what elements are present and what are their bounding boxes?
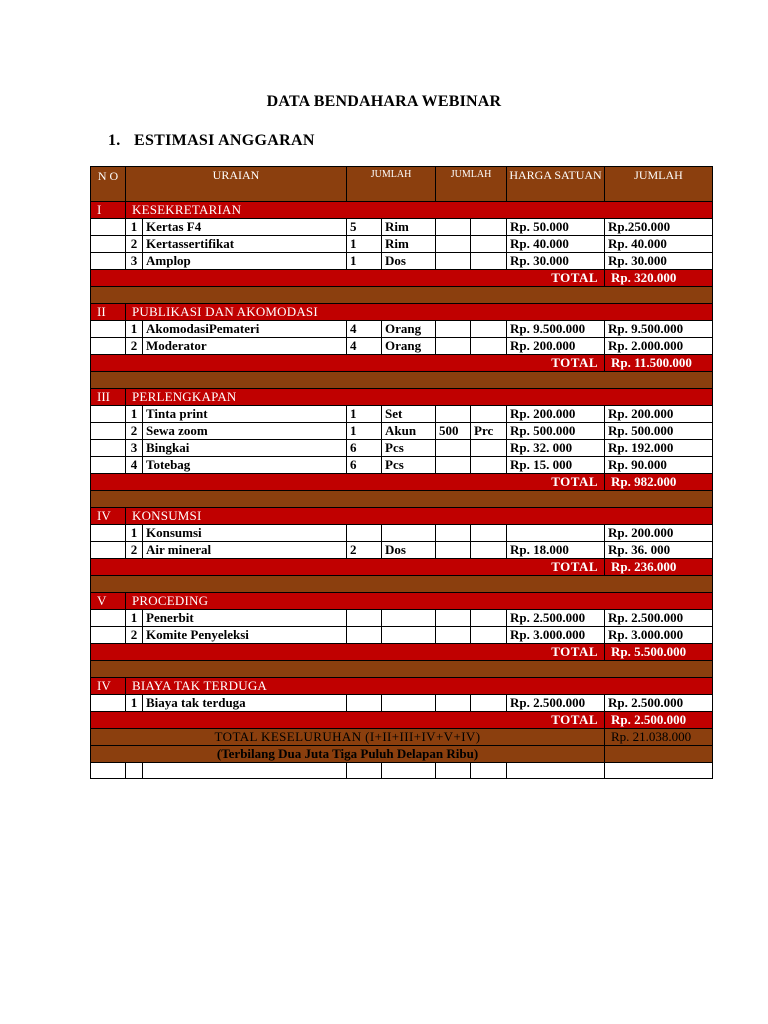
header-jumlah-2: JUMLAH xyxy=(436,167,507,202)
item-description: Air mineral xyxy=(143,542,347,559)
item-number: 2 xyxy=(126,338,143,355)
item-unit-price: Rp. 200.000 xyxy=(507,406,605,423)
item-unit-price: Rp. 40.000 xyxy=(507,236,605,253)
item-total: Rp. 192.000 xyxy=(605,440,713,457)
item-quantity-2 xyxy=(436,610,471,627)
grand-total-row xyxy=(91,729,713,746)
category-total-row xyxy=(91,559,713,576)
table-row xyxy=(91,253,713,270)
section-heading xyxy=(108,132,315,150)
category-row xyxy=(91,389,713,406)
item-quantity-2 xyxy=(436,525,471,542)
category-separator-row xyxy=(91,372,713,389)
header-jumlah-1: JUMLAH xyxy=(347,167,436,202)
separator-cell xyxy=(91,576,713,593)
item-blank-cell xyxy=(91,627,126,644)
item-unit-2 xyxy=(471,457,507,474)
category-number: I xyxy=(91,202,126,219)
item-description: Kertas F4 xyxy=(143,219,347,236)
item-blank-cell xyxy=(91,440,126,457)
item-quantity-2 xyxy=(436,236,471,253)
item-blank-cell xyxy=(91,457,126,474)
item-unit xyxy=(382,627,436,644)
item-description: Totebag xyxy=(143,457,347,474)
category-total-row xyxy=(91,270,713,287)
table-row xyxy=(91,236,713,253)
item-unit-price: Rp. 2.500.000 xyxy=(507,695,605,712)
item-description: Komite Penyeleksi xyxy=(143,627,347,644)
header-jumlah-total: JUMLAH xyxy=(605,167,713,202)
item-unit-2 xyxy=(471,253,507,270)
item-unit-2 xyxy=(471,627,507,644)
item-quantity xyxy=(347,695,382,712)
table-row xyxy=(91,321,713,338)
item-quantity: 4 xyxy=(347,338,382,355)
item-quantity-2 xyxy=(436,219,471,236)
item-number: 4 xyxy=(126,457,143,474)
item-number: 2 xyxy=(126,236,143,253)
item-description: Moderator xyxy=(143,338,347,355)
item-quantity: 2 xyxy=(347,542,382,559)
table-row xyxy=(91,525,713,542)
item-blank-cell xyxy=(91,423,126,440)
item-quantity: 6 xyxy=(347,457,382,474)
item-unit xyxy=(382,525,436,542)
item-unit: Rim xyxy=(382,219,436,236)
category-total-value: Rp. 236.000 xyxy=(605,559,713,576)
separator-cell xyxy=(91,491,713,508)
category-row xyxy=(91,508,713,525)
item-quantity: 1 xyxy=(347,253,382,270)
item-blank-cell xyxy=(91,525,126,542)
item-unit-2: Prc xyxy=(471,423,507,440)
empty-row xyxy=(91,763,713,779)
item-number: 3 xyxy=(126,440,143,457)
item-number: 1 xyxy=(126,321,143,338)
item-description: Bingkai xyxy=(143,440,347,457)
table-row xyxy=(91,457,713,474)
budget-table-body xyxy=(91,167,713,779)
item-description: AkomodasiPemateri xyxy=(143,321,347,338)
table-row xyxy=(91,219,713,236)
item-blank-cell xyxy=(91,610,126,627)
item-blank-cell xyxy=(91,219,126,236)
category-total-row xyxy=(91,644,713,661)
category-separator-row xyxy=(91,491,713,508)
item-total: Rp. 3.000.000 xyxy=(605,627,713,644)
item-unit: Dos xyxy=(382,542,436,559)
table-header-row xyxy=(91,167,713,202)
empty-cell xyxy=(436,763,471,779)
item-quantity xyxy=(347,627,382,644)
item-total: Rp. 200.000 xyxy=(605,525,713,542)
item-unit-2 xyxy=(471,406,507,423)
budget-table xyxy=(90,166,713,779)
item-number: 1 xyxy=(126,525,143,542)
item-unit-price: Rp. 2.500.000 xyxy=(507,610,605,627)
item-description: Tinta print xyxy=(143,406,347,423)
item-number: 2 xyxy=(126,542,143,559)
item-unit xyxy=(382,695,436,712)
item-unit-2 xyxy=(471,610,507,627)
item-unit-price: Rp. 9.500.000 xyxy=(507,321,605,338)
item-quantity: 1 xyxy=(347,236,382,253)
item-unit-price: Rp. 200.000 xyxy=(507,338,605,355)
item-description: Biaya tak terduga xyxy=(143,695,347,712)
item-quantity-2 xyxy=(436,627,471,644)
category-separator-row xyxy=(91,576,713,593)
grand-total-label: TOTAL KESELURUHAN (I+II+III+IV+V+IV) xyxy=(91,729,605,746)
item-blank-cell xyxy=(91,253,126,270)
category-total-label: TOTAL xyxy=(91,355,605,372)
category-row xyxy=(91,678,713,695)
table-row xyxy=(91,423,713,440)
item-quantity-2 xyxy=(436,406,471,423)
item-unit: Pcs xyxy=(382,440,436,457)
category-row xyxy=(91,304,713,321)
item-blank-cell xyxy=(91,236,126,253)
item-unit-2 xyxy=(471,236,507,253)
item-unit-price: Rp. 18.000 xyxy=(507,542,605,559)
table-row xyxy=(91,338,713,355)
item-blank-cell xyxy=(91,321,126,338)
category-name: PERLENGKAPAN xyxy=(126,389,713,406)
empty-cell xyxy=(382,763,436,779)
item-total: Rp. 90.000 xyxy=(605,457,713,474)
category-name: PROCEDING xyxy=(126,593,713,610)
table-row xyxy=(91,627,713,644)
item-unit-2 xyxy=(471,542,507,559)
item-quantity: 6 xyxy=(347,440,382,457)
item-number: 1 xyxy=(126,219,143,236)
category-total-label: TOTAL xyxy=(91,712,605,729)
item-unit-2 xyxy=(471,525,507,542)
category-number: IV xyxy=(91,508,126,525)
item-unit: Rim xyxy=(382,236,436,253)
item-description: Amplop xyxy=(143,253,347,270)
empty-cell xyxy=(91,763,126,779)
category-total-value: Rp. 982.000 xyxy=(605,474,713,491)
grand-total-value: Rp. 21.038.000 xyxy=(605,729,713,746)
category-total-value: Rp. 5.500.000 xyxy=(605,644,713,661)
amount-in-words-row xyxy=(91,746,713,763)
category-number: III xyxy=(91,389,126,406)
empty-cell xyxy=(126,763,143,779)
category-total-value: Rp. 320.000 xyxy=(605,270,713,287)
item-blank-cell xyxy=(91,338,126,355)
category-name: PUBLIKASI DAN AKOMODASI xyxy=(126,304,713,321)
item-total: Rp. 30.000 xyxy=(605,253,713,270)
item-unit-2 xyxy=(471,695,507,712)
item-unit-price: Rp. 500.000 xyxy=(507,423,605,440)
separator-cell xyxy=(91,287,713,304)
item-quantity: 1 xyxy=(347,423,382,440)
table-row xyxy=(91,695,713,712)
category-total-value: Rp. 11.500.000 xyxy=(605,355,713,372)
category-total-label: TOTAL xyxy=(91,474,605,491)
item-description: Konsumsi xyxy=(143,525,347,542)
item-unit: Orang xyxy=(382,338,436,355)
item-total: Rp. 500.000 xyxy=(605,423,713,440)
category-separator-row xyxy=(91,287,713,304)
category-number: V xyxy=(91,593,126,610)
category-name: KESEKRETARIAN xyxy=(126,202,713,219)
item-total: Rp. 200.000 xyxy=(605,406,713,423)
empty-cell xyxy=(507,763,605,779)
table-row xyxy=(91,406,713,423)
category-separator-row xyxy=(91,661,713,678)
category-total-label: TOTAL xyxy=(91,270,605,287)
item-quantity-2 xyxy=(436,695,471,712)
item-blank-cell xyxy=(91,406,126,423)
header-uraian: URAIAN xyxy=(126,167,347,202)
item-unit xyxy=(382,610,436,627)
item-blank-cell xyxy=(91,542,126,559)
item-number: 1 xyxy=(126,406,143,423)
item-unit: Akun xyxy=(382,423,436,440)
item-unit-2 xyxy=(471,321,507,338)
item-quantity-2 xyxy=(436,321,471,338)
category-name: KONSUMSI xyxy=(126,508,713,525)
item-quantity-2 xyxy=(436,542,471,559)
item-unit-price: Rp. 3.000.000 xyxy=(507,627,605,644)
category-total-row xyxy=(91,712,713,729)
item-unit-price xyxy=(507,525,605,542)
amount-in-words-blank xyxy=(605,746,713,763)
amount-in-words: (Terbilang Dua Juta Tiga Puluh Delapan Ribu) xyxy=(91,746,605,763)
item-description: Penerbit xyxy=(143,610,347,627)
table-row xyxy=(91,610,713,627)
item-unit-2 xyxy=(471,338,507,355)
item-quantity-2 xyxy=(436,338,471,355)
category-total-label: TOTAL xyxy=(91,644,605,661)
item-unit: Orang xyxy=(382,321,436,338)
header-no: N O xyxy=(91,167,126,202)
item-unit-price: Rp. 15. 000 xyxy=(507,457,605,474)
item-quantity-2 xyxy=(436,440,471,457)
separator-cell xyxy=(91,661,713,678)
item-number: 2 xyxy=(126,423,143,440)
empty-cell xyxy=(143,763,347,779)
category-row xyxy=(91,593,713,610)
category-total-row xyxy=(91,474,713,491)
item-unit: Set xyxy=(382,406,436,423)
item-quantity-2: 500 xyxy=(436,423,471,440)
separator-cell xyxy=(91,372,713,389)
item-number: 1 xyxy=(126,610,143,627)
item-number: 2 xyxy=(126,627,143,644)
item-total: Rp. 2.000.000 xyxy=(605,338,713,355)
item-total: Rp. 36. 000 xyxy=(605,542,713,559)
category-total-label: TOTAL xyxy=(91,559,605,576)
table-row xyxy=(91,440,713,457)
item-total: Rp.250.000 xyxy=(605,219,713,236)
item-total: Rp. 2.500.000 xyxy=(605,695,713,712)
empty-cell xyxy=(347,763,382,779)
item-blank-cell xyxy=(91,695,126,712)
item-quantity: 1 xyxy=(347,406,382,423)
item-quantity: 4 xyxy=(347,321,382,338)
document-title: DATA BENDAHARA WEBINAR xyxy=(266,93,502,110)
empty-cell xyxy=(605,763,713,779)
item-unit-2 xyxy=(471,219,507,236)
section-title: ESTIMASI ANGGARAN xyxy=(134,132,315,149)
item-number: 3 xyxy=(126,253,143,270)
item-quantity xyxy=(347,610,382,627)
item-unit-2 xyxy=(471,440,507,457)
item-quantity xyxy=(347,525,382,542)
empty-cell xyxy=(471,763,507,779)
item-number: 1 xyxy=(126,695,143,712)
category-total-row xyxy=(91,355,713,372)
item-total: Rp. 40.000 xyxy=(605,236,713,253)
item-unit-price: Rp. 32. 000 xyxy=(507,440,605,457)
item-unit-price: Rp. 50.000 xyxy=(507,219,605,236)
header-harga-satuan: HARGA SATUAN xyxy=(507,167,605,202)
item-description: Kertassertifikat xyxy=(143,236,347,253)
item-quantity: 5 xyxy=(347,219,382,236)
item-total: Rp. 2.500.000 xyxy=(605,610,713,627)
item-unit: Dos xyxy=(382,253,436,270)
category-row xyxy=(91,202,713,219)
category-number: IV xyxy=(91,678,126,695)
item-quantity-2 xyxy=(436,253,471,270)
category-number: II xyxy=(91,304,126,321)
table-row xyxy=(91,542,713,559)
item-quantity-2 xyxy=(436,457,471,474)
item-unit-price: Rp. 30.000 xyxy=(507,253,605,270)
item-unit: Pcs xyxy=(382,457,436,474)
item-total: Rp. 9.500.000 xyxy=(605,321,713,338)
category-total-value: Rp. 2.500.000 xyxy=(605,712,713,729)
category-name: BIAYA TAK TERDUGA xyxy=(126,678,713,695)
item-description: Sewa zoom xyxy=(143,423,347,440)
section-number: 1. xyxy=(108,132,121,149)
